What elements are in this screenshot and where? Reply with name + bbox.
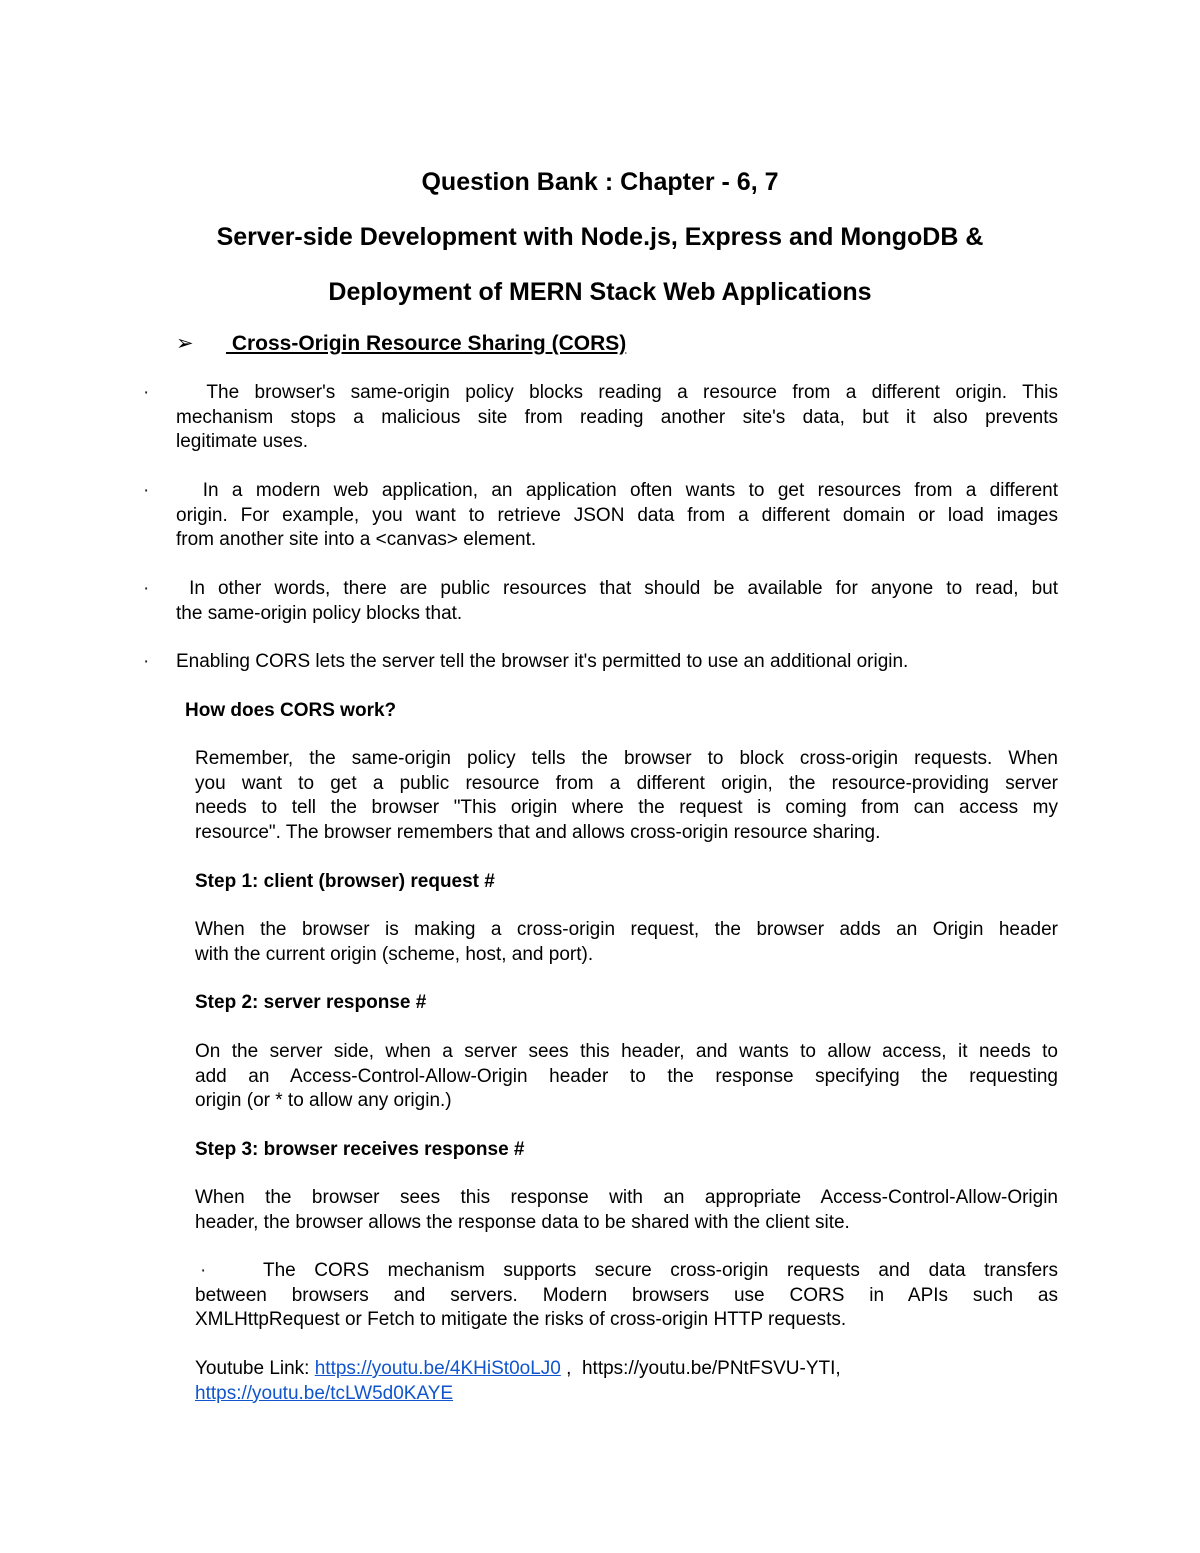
- youtube-link-2: https://youtu.be/PNtFSVU-YTI,: [581, 1358, 841, 1379]
- text-line: The CORS mechanism supports secure cross-origin requests and data transfers: [263, 1260, 1058, 1281]
- text-line: XMLHttpRequest or Fetch to mitigate the risks of cross-origin HTTP requests.: [195, 1309, 847, 1330]
- text-line: On the server side, when a server sees this header, and wants to allow access, it needs to: [195, 1041, 1058, 1062]
- how-cors-works-paragraph: [195, 747, 1058, 845]
- bullet-paragraph: [176, 479, 1058, 553]
- how-cors-works-heading: How does CORS work?: [185, 700, 397, 721]
- text-line: from another site into a <canvas> element.: [176, 529, 537, 550]
- text-line: In other words, there are public resources that should be available for anyone to read, but: [176, 578, 1058, 599]
- text-line: origin. For example, you want to retrieve JSON data from a different domain or load images: [176, 504, 1058, 526]
- text-line: legitimate uses.: [176, 431, 309, 452]
- step-1-paragraph: [195, 918, 1058, 967]
- youtube-link-1[interactable]: https://youtu.be/4KHiSt0oLJ0: [314, 1358, 561, 1379]
- bullet-dot-icon: ·: [143, 578, 150, 599]
- youtube-link-3[interactable]: https://youtu.be/tcLW5d0KAYE: [195, 1382, 454, 1404]
- step-2-paragraph: [195, 1040, 1058, 1114]
- step-2-heading: Step 2: server response #: [195, 992, 427, 1013]
- text-line: the same-origin policy blocks that.: [176, 602, 463, 624]
- text-line: header, the browser allows the response data to be shared with the client site.: [195, 1211, 850, 1233]
- text-line: The browser's same-origin policy blocks reading a resource from a different origin. This: [176, 382, 1058, 403]
- bullet-dot-icon: ·: [143, 480, 150, 501]
- text-line: between browsers and servers. Modern browsers use CORS in APIs such as: [195, 1284, 1058, 1306]
- section-heading-text: Cross-Origin Resource Sharing (CORS): [226, 332, 627, 355]
- text-line: Enabling CORS lets the server tell the browser it's permitted to use an additional origin.: [176, 651, 909, 672]
- section-heading: [176, 331, 626, 357]
- link-separator: ,: [560, 1358, 582, 1379]
- page-subtitle-line-2: Deployment of MERN Stack Web Applications: [328, 278, 872, 306]
- bullet-dot-icon: ·: [200, 1260, 207, 1281]
- text-line: needs to tell the browser "This origin where the request is coming from can access my: [195, 797, 1058, 818]
- text-line: When the browser is making a cross-origin request, the browser adds an Origin header: [195, 919, 1058, 940]
- bullet-paragraph: [176, 381, 1058, 455]
- text-line: When the browser sees this response with an appropriate Access-Control-Allow-Origin: [195, 1187, 1058, 1208]
- step-3-heading: Step 3: browser receives response #: [195, 1139, 525, 1160]
- text-line: add an Access-Control-Allow-Origin header to the response specifying the requesting: [195, 1065, 1058, 1087]
- page-title: Question Bank : Chapter - 6, 7: [421, 168, 779, 196]
- text-line: mechanism stops a malicious site from reading another site's data, but it also prevents: [176, 406, 1058, 428]
- bullet-dot-icon: ·: [143, 651, 150, 672]
- text-line: resource". The browser remembers that and allows cross-origin resource sharing.: [195, 821, 881, 843]
- step-3-paragraph: [195, 1186, 1058, 1235]
- text-line: Remember, the same-origin policy tells the browser to block cross-origin requests. When: [195, 748, 1058, 769]
- text-line: origin (or * to allow any origin.): [195, 1090, 452, 1111]
- step-1-heading: Step 1: client (browser) request #: [195, 871, 495, 892]
- page-subtitle-line-1: Server-side Development with Node.js, Express and MongoDB &: [216, 223, 984, 251]
- youtube-links: [195, 1357, 1058, 1406]
- youtube-label: Youtube Link:: [195, 1358, 315, 1379]
- bullet-dot-icon: ·: [143, 382, 150, 403]
- arrow-bullet-icon: ➢: [176, 332, 194, 355]
- text-line: with the current origin (scheme, host, and port).: [195, 943, 594, 965]
- bullet-paragraph: [176, 577, 1058, 626]
- text-line: In a modern web application, an application often wants to get resources from a different: [176, 480, 1058, 501]
- closing-paragraph: [195, 1259, 1058, 1333]
- bullet-paragraph: [176, 650, 1058, 675]
- text-line: you want to get a public resource from a different origin, the resource-providing server: [195, 772, 1058, 794]
